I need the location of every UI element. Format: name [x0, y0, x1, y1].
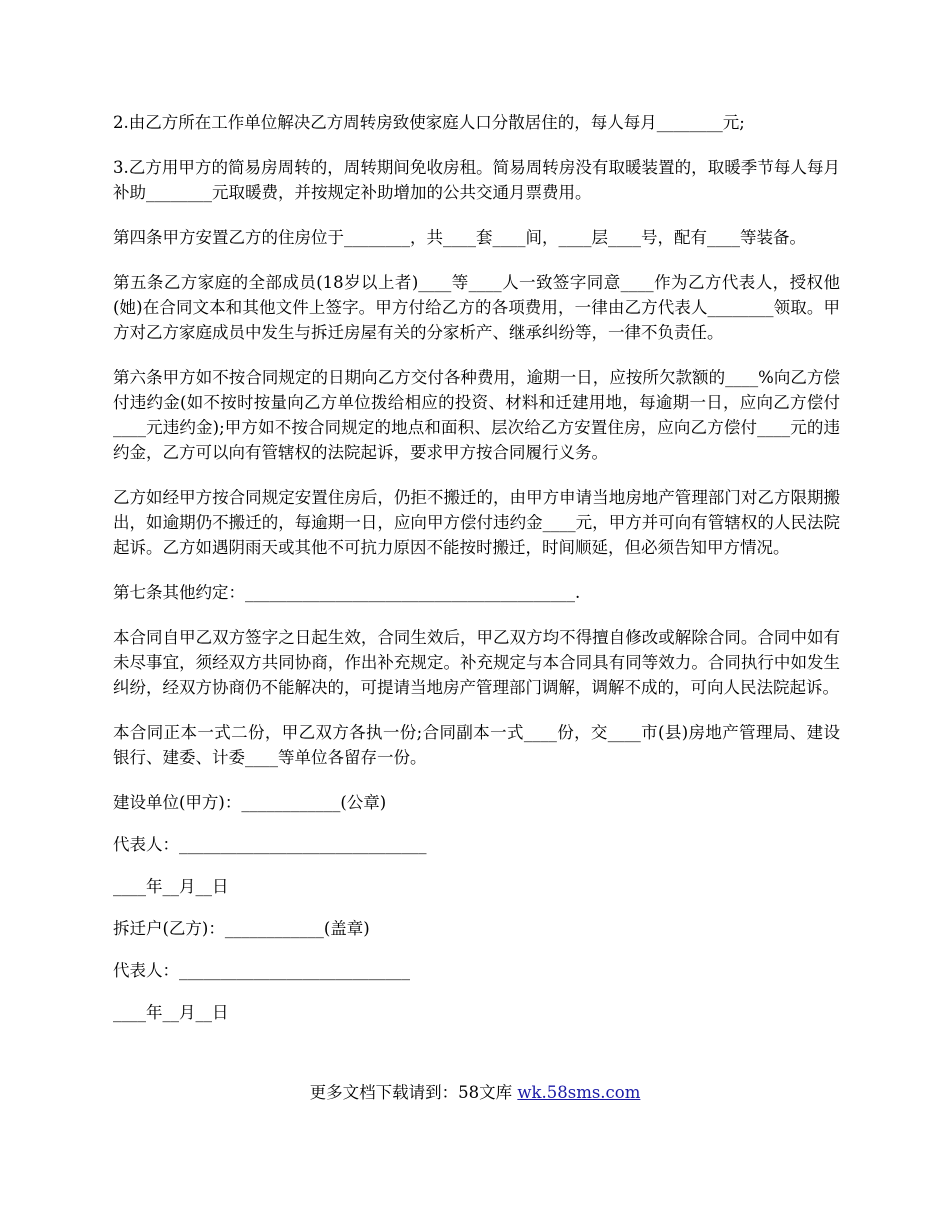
article-7-paragraph: 第七条其他约定：________________________________________. — [113, 583, 581, 602]
article-5-paragraph: 第五条乙方家庭的全部成员(18岁以上者)____等____人一致签字同意____作为乙方代表人，授权他(她)在合同文本和其他文件上签字。甲方付给乙方的各项费用，一律由乙方代表人________领取。甲方对乙方家庭成员中发生与拆迁房屋有关的分家析产、继承纠纷等，一律不负责任。 — [113, 273, 840, 342]
party-b-date-line: ____年__月__日 — [113, 1003, 229, 1022]
document-body — [113, 110, 840, 1042]
party-b-representative-line: 代表人：____________________________ — [113, 961, 410, 980]
article-6-paragraph: 第六条甲方如不按合同规定的日期向乙方交付各种费用，逾期一日，应按所欠款额的____%向乙方偿付违约金(如不按时按量向乙方单位拨给相应的投资、材料和迁建用地，每逾期一日，应向乙方偿付____元违约金);甲方如不按合同规定的地点和面积、层次给乙方安置住房，应向乙方偿付____元的违约金，乙方可以向有管辖权的法院起诉，要求甲方按合同履行义务。 — [113, 368, 840, 462]
clause-3-paragraph: 3.乙方用甲方的简易房周转的，周转期间免收房租。简易周转房没有取暖装置的，取暖季节每人每月补助________元取暖费，并按规定补助增加的公共交通月票费用。 — [113, 158, 840, 202]
clause-2-paragraph: 2.由乙方所在工作单位解决乙方周转房致使家庭人口分散居住的，每人每月________元; — [113, 113, 745, 132]
article-4-paragraph: 第四条甲方安置乙方的住房位于________，共____套____间，____层____号，配有____等装备。 — [113, 228, 806, 247]
footer-link[interactable]: wk.58sms.com — [517, 1083, 641, 1102]
relocation-paragraph: 乙方如经甲方按合同规定安置住房后，仍拒不搬迁的，由甲方申请当地房地产管理部门对乙方限期搬出，如逾期仍不搬迁的，每逾期一日，应向甲方偿付违约金____元，甲方并可向有管辖权的人民法院起诉。乙方如遇阴雨天或其他不可抗力原因不能按时搬迁，时间顺延，但必须告知甲方情况。 — [113, 488, 840, 557]
footer-text: 更多文档下载请到：58文库 — [309, 1083, 518, 1102]
party-b-line: 拆迁户(乙方)：____________(盖章) — [113, 919, 370, 938]
copies-paragraph: 本合同正本一式二份，甲乙双方各执一份;合同副本一式____份，交____市(县)房地产管理局、建设银行、建委、计委____等单位各留存一份。 — [113, 723, 840, 767]
footer — [0, 1080, 950, 1105]
party-a-line: 建设单位(甲方)：____________(公章) — [113, 793, 387, 812]
party-a-date-line: ____年__月__日 — [113, 877, 229, 896]
effectiveness-paragraph: 本合同自甲乙双方签字之日起生效，合同生效后，甲乙双方均不得擅自修改或解除合同。合同中如有未尽事宜，须经双方共同协商，作出补充规定。补充规定与本合同具有同等效力。合同执行中如发生纠纷，经双方协商仍不能解决的，可提请当地房产管理部门调解，调解不成的，可向人民法院起诉。 — [113, 628, 840, 697]
party-a-representative-line: 代表人：______________________________ — [113, 835, 427, 854]
